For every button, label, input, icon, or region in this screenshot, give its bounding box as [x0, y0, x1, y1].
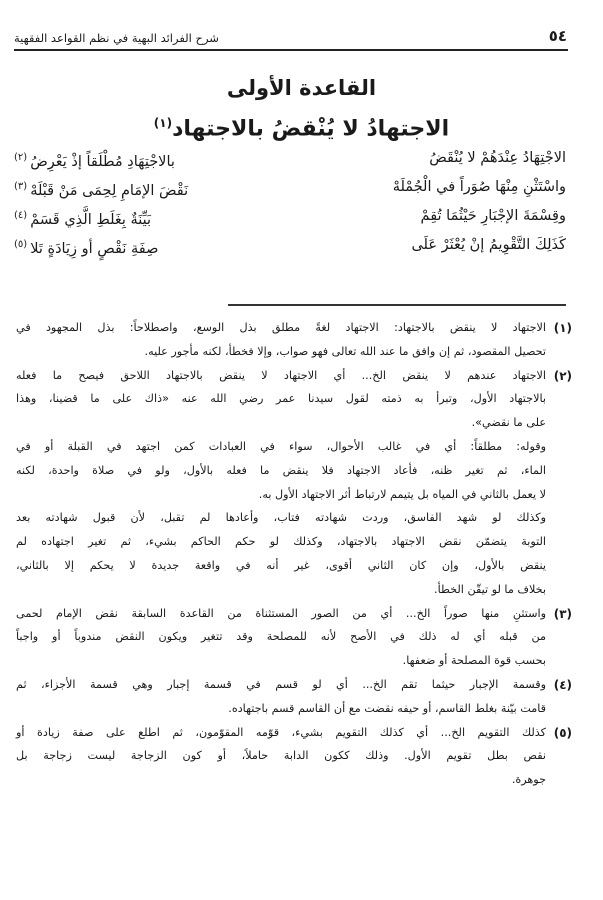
- verse-first-text: وقِسْمَةَ الإجْبَارِ حَيْثُمَا تُقِمْ: [420, 208, 566, 224]
- footnote-number: (٢): [553, 368, 572, 383]
- footnote-line: لا يعمل بالثاني في المياه بل يتيمم لارتباط أثر الاجتهاد الأول به.: [258, 487, 546, 501]
- footnote-line: تحصيل المقصود، ثم إن وافق ما عند الله تعالى فهو صواب، وإلا فخطأ، لكنه مأجور عليه.: [144, 344, 546, 358]
- footnote-line: بخلاف ما لو تيقّن الخطأ.: [434, 582, 546, 596]
- footnote-line: بحسب قوة المصلحة أو ضعفها.: [402, 654, 546, 668]
- footnote-divider: [228, 304, 566, 306]
- footnote-line: الاجتهاد عندهم لا ينقض الخ... أي الاجتهاد لا ينقض بالاجتهاد اللاحق فيصح ما فعله: [16, 368, 546, 382]
- footnote-line: قامت بيّنة بغلط القاسم، أو حيفه نقضت مع أن القاسم قسم باجتهاده.: [228, 701, 546, 715]
- verse-second-text: نَقْضَ الإمَامِ لِحِمَى مَنْ قَبْلَهْ: [30, 182, 189, 199]
- running-header-title: شرح الفرائد البهية في نظم القواعد الفقهية: [14, 31, 219, 45]
- footnote-number: (٤): [553, 678, 572, 692]
- verse-first-text: كَذَلِكَ التَّقْوِيمُ إنْ يُعْثَرْ عَلَى: [411, 237, 566, 253]
- footnote-ref: (١): [153, 116, 173, 130]
- footnote-ref: (٥): [14, 239, 28, 250]
- footnote-line: جوهرة.: [511, 773, 546, 787]
- verse-line: [14, 205, 566, 234]
- footnote-line: على ما نقضي».: [471, 416, 546, 430]
- footnote-number: (٥): [553, 725, 572, 740]
- verse-second-hemistich: [14, 205, 151, 231]
- footnote-line: وقسمة الإجبار حيثما تقم الخ... أي لو قسم في قسمة إجبار وهي قسمة الأجزاء، ثم: [16, 678, 546, 691]
- footnote-line: وقوله: مطلقاً: أي في غالب الأحوال، سواء في العبادات كمن اجتهد في القبلة أو في: [16, 440, 546, 453]
- verse-second-hemistich: [14, 147, 175, 173]
- verse-first-hemistich: [393, 176, 566, 198]
- footnote-ref: (٣): [14, 181, 28, 192]
- footnote-number: (١): [553, 321, 572, 335]
- verse-line: [14, 176, 566, 205]
- verse-line: [14, 234, 566, 263]
- verse-line: [14, 147, 566, 176]
- verse-block: [14, 147, 566, 263]
- rule-title: [0, 116, 603, 141]
- footnote-line: الماء، ثم تغير ظنه، فأعاد الاجتهاد فلا ينقض ما فعله بالأول، ولو في صلاة واحدة، لكنه: [16, 463, 546, 477]
- footnote-number: (٣): [553, 606, 572, 621]
- page-number: ٥٤: [548, 27, 567, 45]
- footnote-line: الاجتهاد لا ينقض بالاجتهاد: الاجتهاد لغةً مطلق بذل الوسع، واصطلاحاً: بذل المجهود في: [16, 321, 546, 334]
- verse-first-text: الاجْتِهَادُ عِنْدَهُمْ لا يُنْقَضُ: [429, 150, 566, 166]
- chapter-title: القاعدة الأولى: [226, 76, 377, 100]
- footnote-ref: (٢): [14, 152, 28, 163]
- verse-second-text: بالاجْتِهَادِ مُطْلَقاً إذْ يَعْرِضُ: [30, 153, 175, 170]
- rule-title-text: الاجتهادُ لا يُنْقضُ بالاجتهاد: [172, 116, 450, 142]
- verse-second-hemistich: [14, 234, 158, 260]
- footnote-line: التوبة يتضمّن نقض الاجتهاد بالاجتهاد، وكذلك لو حكم الحاكم بشيء، ثم تغير اجتهاده لم: [16, 535, 546, 549]
- footnote-line: واستثنِ منها صوراً الخ... أي من الصور المستثناة من القاعدة السابقة نقض الإمام لحمى: [16, 606, 546, 620]
- footnote-line: بالاجتهاد الأول، وتبرأ به ذمته لقول سيدنا عمر رضي الله عنه «ذاك على ما قضينا، وهذا: [16, 392, 546, 406]
- verse-second-hemistich: [14, 176, 188, 202]
- verse-first-hemistich: [411, 234, 566, 256]
- verse-first-hemistich: [421, 205, 566, 227]
- footnote-line: ينقض بالأول، وإن كان الثاني أقوى، غير أنه في واقعة جديدة لا يحكم إلا بالثاني،: [16, 559, 546, 572]
- footnote-line: وكذلك لو شهد الفاسق، وردت شهادته فتاب، وأعادها لم تقبل، لأن قبول شهادته بعد: [16, 511, 546, 525]
- header-divider: [14, 49, 568, 51]
- verse-first-text: واسْتَثْنِ مِنْهَا صُوَراً في الْجُمْلَهْ: [392, 179, 566, 195]
- footnote-line: كذلك التقويم الخ... أي كذلك التقويم بشيء، قوّمه المقوّمون، ثم اطلع على صفة زيادة أو: [16, 725, 546, 739]
- footnote-line: من قبله أي له ذلك في الأصح لأنه للمصلحة وقد تتغير ويكون النقض مندوباً أو واجباً: [16, 630, 546, 644]
- footnote-ref: (٤): [14, 210, 28, 221]
- verse-second-text: صِفَةِ نَقْصٍ أو زِيَادَةٍ تَلا: [30, 240, 159, 257]
- footnote-line: نقص بطل تقويم الأول. وذلك ككون الدابة حاملاً، أو كون الزجاجة ليست زجاجة بل: [16, 749, 546, 763]
- verse-first-hemistich: [429, 147, 566, 169]
- verse-second-text: بَيِّنَةٌ بِغَلَطِ الَّذِي قَسَمْ: [30, 211, 152, 228]
